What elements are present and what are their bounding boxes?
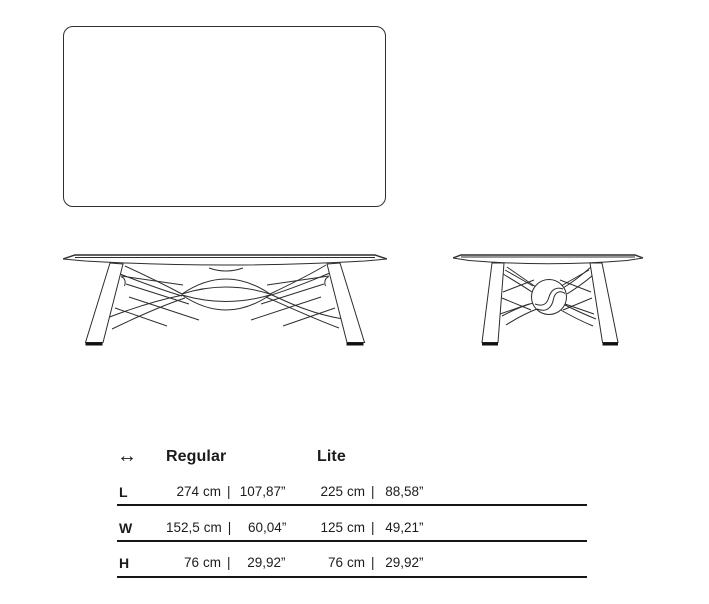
inch-value: 107,87”: [239, 484, 286, 499]
inch-value: 60,04”: [248, 520, 287, 535]
row-label: H: [119, 555, 130, 571]
column-header-lite: Lite: [317, 448, 346, 465]
cm-value: 274: [176, 484, 199, 499]
spec-row-height: [117, 555, 587, 573]
unit-label: cm: [203, 555, 221, 570]
row-label: L: [119, 484, 128, 500]
spec-row-length: [117, 484, 587, 502]
separator: |: [371, 520, 375, 535]
inch-value: 49,21”: [385, 520, 424, 535]
row-label: W: [119, 520, 133, 536]
cm-value: 76: [327, 555, 343, 570]
width-arrow-icon: ↔: [117, 445, 138, 467]
cm-value: 225: [320, 484, 343, 499]
spec-header-row: [117, 445, 587, 467]
lite-value-cell: [317, 484, 424, 499]
cm-value: 76: [183, 555, 199, 570]
table-top-view-drawing: [63, 26, 386, 207]
lite-value-cell: [317, 520, 424, 535]
row-divider: [117, 504, 587, 506]
regular-value-cell: [166, 555, 286, 570]
cm-value: 152,5: [166, 520, 200, 535]
regular-table-side-view-drawing: [63, 252, 387, 348]
dimensions-table: [117, 447, 587, 599]
inch-value: 29,92”: [385, 555, 424, 570]
inch-value: 29,92”: [247, 555, 286, 570]
spec-row-width: [117, 520, 587, 538]
lite-value-cell: [317, 555, 424, 570]
separator: |: [227, 520, 232, 535]
separator: |: [371, 555, 375, 570]
regular-value-cell: [166, 520, 286, 535]
unit-label: cm: [347, 520, 365, 535]
column-header-regular: Regular: [166, 448, 227, 465]
unit-label: cm: [347, 555, 365, 570]
separator: |: [371, 484, 375, 499]
separator: |: [227, 555, 231, 570]
cm-value: 125: [320, 520, 343, 535]
lite-table-side-view-drawing: [453, 252, 645, 348]
regular-value-cell: [166, 484, 286, 499]
row-divider: [117, 576, 587, 578]
unit-label: cm: [347, 484, 365, 499]
row-divider: [117, 540, 587, 542]
unit-label: cm: [203, 484, 221, 499]
unit-label: cm: [203, 520, 222, 535]
inch-value: 88,58”: [385, 484, 424, 499]
separator: |: [227, 484, 231, 499]
